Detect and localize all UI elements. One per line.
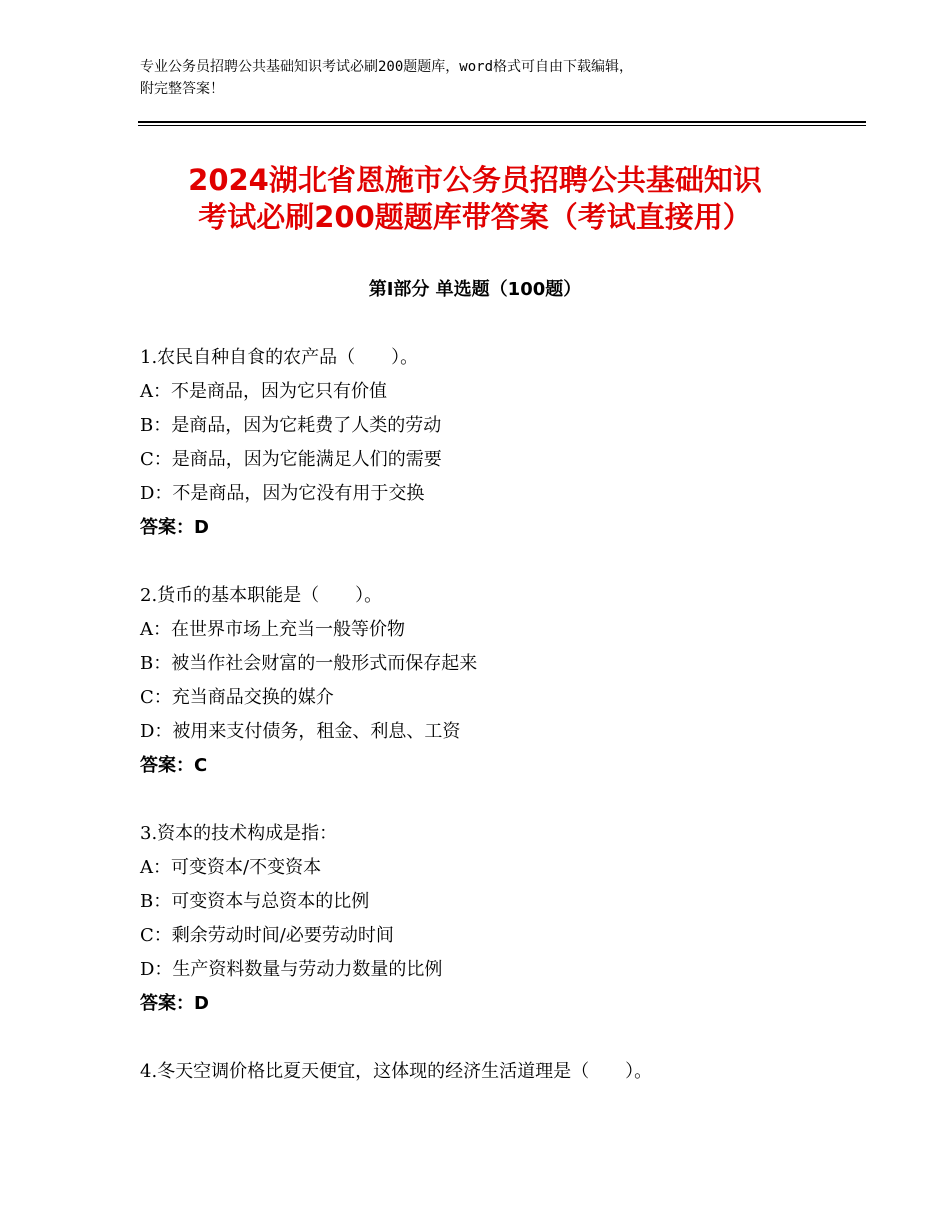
document-title-line-1: 2024湖北省恩施市公务员招聘公共基础知识 — [188, 163, 762, 197]
answer: 答案：C — [140, 755, 208, 776]
question-stem: 1.农民自种自食的农产品（ ）。 — [140, 347, 419, 368]
question-list — [140, 341, 860, 1123]
option-d: D：被用来支付债务，租金、利息、工资 — [140, 721, 461, 742]
option-b: B：是商品，因为它耗费了人类的劳动 — [140, 415, 442, 436]
option-d: D：生产资料数量与劳动力数量的比例 — [140, 959, 443, 980]
option-a: A：在世界市场上充当一般等价物 — [140, 619, 405, 640]
option-a: A：不是商品，因为它只有价值 — [140, 381, 387, 402]
header-note-line-1: 专业公务员招聘公共基础知识考试必刷200题题库，word格式可自由下载编辑， — [140, 59, 633, 75]
option-b: B：被当作社会财富的一般形式而保存起来 — [140, 653, 478, 674]
option-d: D：不是商品，因为它没有用于交换 — [140, 483, 425, 504]
header-note — [140, 56, 840, 100]
question-stem: 4.冬天空调价格比夏天便宜，这体现的经济生活道理是（ ）。 — [140, 1061, 653, 1082]
header-note-line-2: 附完整答案！ — [140, 81, 224, 97]
option-b: B：可变资本与总资本的比例 — [140, 891, 370, 912]
question-2 — [140, 579, 860, 783]
answer: 答案：D — [140, 517, 209, 538]
document-title — [100, 162, 850, 236]
section-heading: 第Ⅰ部分 单选题（100题） — [368, 279, 582, 300]
header-divider-thick — [138, 121, 866, 123]
answer: 答案：D — [140, 993, 209, 1014]
question-stem: 2.货币的基本职能是（ ）。 — [140, 585, 383, 606]
option-c: C：剩余劳动时间/必要劳动时间 — [140, 925, 394, 946]
header-divider-thin — [138, 125, 866, 126]
question-3 — [140, 817, 860, 1021]
question-4 — [140, 1055, 860, 1089]
question-stem: 3.资本的技术构成是指： — [140, 823, 338, 844]
question-1 — [140, 341, 860, 545]
option-c: C：充当商品交换的媒介 — [140, 687, 334, 708]
document-title-line-2: 考试必刷200题题库带答案（考试直接用） — [198, 200, 752, 234]
option-c: C：是商品，因为它能满足人们的需要 — [140, 449, 442, 470]
option-a: A：可变资本/不变资本 — [140, 857, 322, 878]
